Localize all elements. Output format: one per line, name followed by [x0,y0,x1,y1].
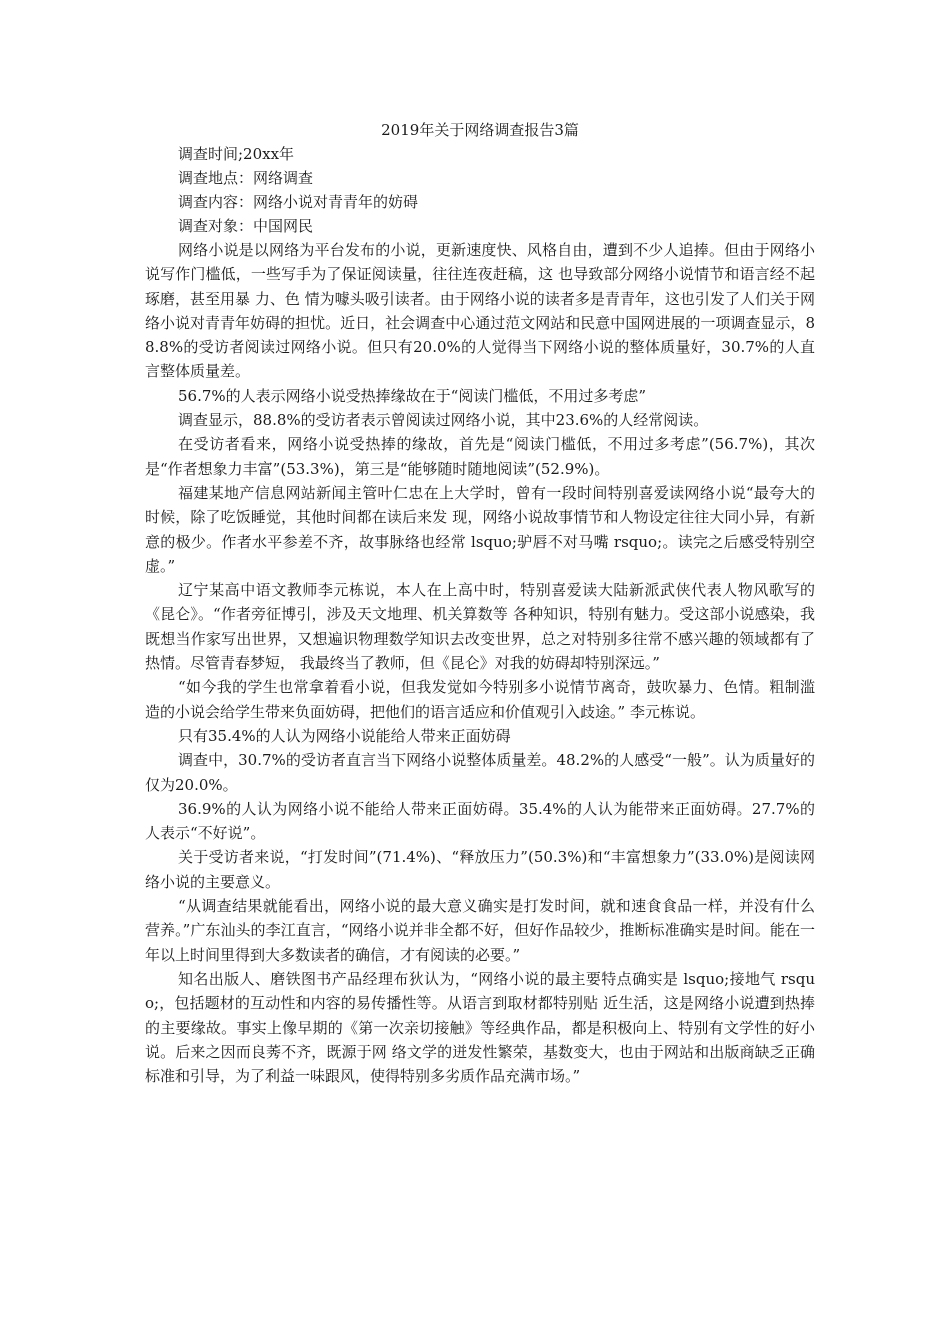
paragraph-fujian-quote: 福建某地产信息网站新闻主管叶仁忠在上大学时，曾有一段时间特别喜爱读网络小说“最夸大的时候，除了吃饭睡觉，其他时间都在读后来发 现，网络小说故事情节和人物设定往往大同小异，有新意的极少。作者水平参差不齐，故事脉络也经常 lsquo;驴唇不对马嘴 rsquo;。读完之后感受特别空虚。” [145,483,815,575]
paragraph-teacher-quote: “如今我的学生也常拿着看小说，但我发觉如今特别多小说情节离奇，鼓吹暴力、色情。粗制滥造的小说会给学生带来负面妨碍，把他们的语言适应和价值观引入歧途。” 李元栋说。 [145,678,815,721]
document-page [145,118,815,1088]
paragraph-meaning: 关于受访者来说，“打发时间”(71.4%)、“释放压力”(50.3%)和“丰富想象力”(33.0%)是阅读网络小说的主要意义。 [145,848,815,891]
survey-time: 调查时间;20xx年 [178,145,295,163]
paragraph-liaoning-teacher: 辽宁某高中语文教师李元栋说，本人在上高中时，特别喜爱读大陆新派武侠代表人物风歌写的《昆仑》。“作者旁征博引，涉及天文地理、机关算数等 各种知识，特别有魅力。受这部小说感染，我既想当作家写出世界，又想遍识物理数学知识去改变世界，总之对特别多往常不感兴趣的领域都有了热情。尽管青春梦短， 我最终当了教师，但《昆仑》对我的妨碍却特别深远。” [145,581,815,673]
document-title: 2019年关于网络调查报告3篇 [381,121,579,139]
paragraph-guangdong-quote: “从调查结果就能看出，网络小说的最大意义确实是打发时间，就和速食食品一样，并没有什么营养。”广东汕头的李江直言，“网络小说并非全都不好，但好作品较少，推断标准确实是时间。能在一年以上时间里得到大多数读者的确信，才有阅读的必要。” [145,897,815,964]
paragraph-heading-reason: 56.7%的人表示网络小说受热捧缘故在于“阅读门槛低，不用过多考虑” [178,386,646,405]
paragraph-survey-result: 调查显示，88.8%的受访者表示曾阅读过网络小说，其中23.6%的人经常阅读。 [178,411,709,430]
paragraph-quality: 调查中，30.7%的受访者直言当下网络小说整体质量差。48.2%的人感受“一般”。认为质量好的仅为20.0%。 [145,751,815,794]
paragraph-positive-effect: 36.9%的人认为网络小说不能给人带来正面妨碍。35.4%的人认为能带来正面妨碍。27.7%的人表示“不好说”。 [145,799,815,843]
survey-content: 调查内容：网络小说对青青年的妨碍 [178,193,419,211]
paragraph-publisher-quote: 知名出版人、磨铁图书产品经理布狄认为，“网络小说的最主要特点确实是 lsquo;接地气 rsquo;，包括题材的互动性和内容的易传播性等。从语言到取材都特别贴 近生活，这是网络小说遭到热捧的主要缘故。事实上像早期的《第一次亲切接触》等经典作品，都是积极向上、特别有文学性的好小说。后来之因而良莠不齐，既源于网 络文学的迸发性繁荣，基数变大，也由于网站和出版商缺乏正确标准和引导，为了利益一味跟风，使得特别多劣质作品充满市场。” [145,969,815,1086]
paragraph-reasons: 在受访者看来，网络小说受热捧的缘故，首先是“阅读门槛低，不用过多考虑”(56.7%)，其次是“作者想象力丰富”(53.3%)，第三是“能够随时随地阅读”(52.9%)。 [145,435,815,478]
paragraph-heading-positive: 只有35.4%的人认为网络小说能给人带来正面妨碍 [178,726,511,745]
survey-location: 调查地点：网络调查 [178,169,314,187]
paragraph-intro: 网络小说是以网络为平台发布的小说，更新速度快、风格自由，遭到不少人追捧。但由于网络小说写作门槛低，一些写手为了保证阅读量，往往连夜赶稿，这 也导致部分网络小说情节和语言经不起琢磨，甚至用暴 力、色 情为噱头吸引读者。由于网络小说的读者多是青青年，这也引发了人们关于网络小说对青青年妨碍的担忧。近日，社会调查中心通过范文网站和民意中国网进展的一项调查显示，88.8%的受访者阅读过网络小说。但只有20.0%的人觉得当下网络小说的整体质量好，30.7%的人直言整体质量差。 [145,241,815,381]
survey-subject: 调查对象：中国网民 [178,217,314,235]
